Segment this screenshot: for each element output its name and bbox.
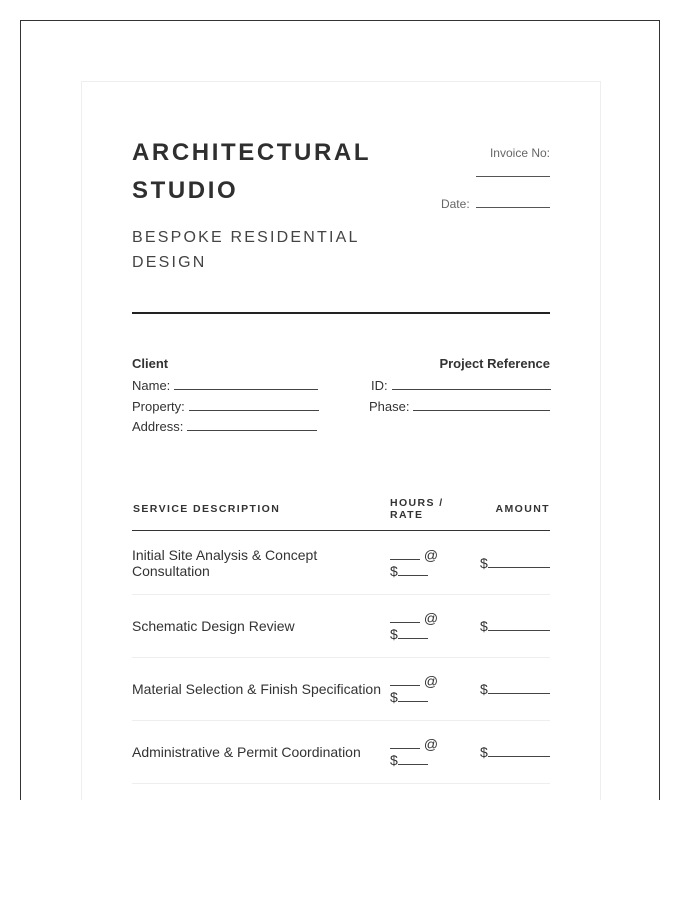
row-divider <box>132 594 550 595</box>
studio-title-line2: STUDIO <box>132 177 239 204</box>
service-description <box>132 744 392 760</box>
amount-field[interactable] <box>480 618 550 634</box>
amount-blank[interactable] <box>488 555 550 568</box>
service-description <box>132 618 392 634</box>
rate-blank[interactable] <box>398 752 428 765</box>
column-header-description: SERVICE DESCRIPTION <box>133 503 281 515</box>
rate-blank[interactable] <box>398 626 428 639</box>
studio-subtitle <box>132 225 392 275</box>
project-phase-blank[interactable] <box>413 398 550 411</box>
currency-symbol: $ <box>480 744 488 760</box>
invoice-number-field[interactable] <box>476 176 550 177</box>
client-property-label: Property: <box>132 399 185 414</box>
currency-symbol: $ <box>390 752 398 768</box>
project-reference-heading: Project Reference <box>439 356 550 371</box>
hours-rate-field[interactable] <box>390 736 450 768</box>
amount-blank[interactable] <box>488 681 550 694</box>
header-divider <box>132 312 550 314</box>
project-id-label: ID: <box>371 378 388 393</box>
at-symbol: @ <box>423 547 439 563</box>
client-name-label: Name: <box>132 378 171 393</box>
hours-rate-field[interactable] <box>390 547 450 579</box>
hours-rate-field[interactable] <box>390 610 450 642</box>
service-description-line: Material Selection & Finish Specification <box>132 681 382 697</box>
project-id-field[interactable] <box>371 377 551 393</box>
column-header-hours-rate <box>390 497 444 521</box>
service-description-line: Administrative & Permit Coordination <box>132 744 361 760</box>
client-address-blank[interactable] <box>187 418 317 431</box>
studio-title <box>132 134 392 210</box>
hours-blank[interactable] <box>390 547 420 560</box>
currency-symbol: $ <box>480 618 488 634</box>
client-property-blank[interactable] <box>189 398 319 411</box>
client-address-field[interactable] <box>132 418 317 434</box>
studio-title-line1: ARCHITECTURAL <box>132 139 372 166</box>
date-field[interactable] <box>400 196 550 211</box>
column-header-amount: AMOUNT <box>495 503 550 515</box>
project-phase-label: Phase: <box>369 399 410 414</box>
currency-symbol: $ <box>390 563 398 579</box>
currency-symbol: $ <box>480 681 488 697</box>
amount-field[interactable] <box>480 555 550 571</box>
hours-blank[interactable] <box>390 610 420 623</box>
studio-subtitle-line2: DESIGN <box>132 254 207 271</box>
service-description-line: Consultation <box>132 563 210 579</box>
rate-blank[interactable] <box>398 689 428 702</box>
hours-blank[interactable] <box>390 673 420 686</box>
amount-blank[interactable] <box>488 744 550 757</box>
client-address-label: Address: <box>132 419 184 434</box>
project-phase-field[interactable] <box>369 398 550 414</box>
row-divider <box>132 720 550 721</box>
at-symbol: @ <box>423 736 439 752</box>
column-header-rate: RATE <box>390 509 424 521</box>
invoice-number-label: Invoice No: <box>489 146 550 160</box>
studio-subtitle-line1: BESPOKE RESIDENTIAL <box>132 229 360 246</box>
project-id-blank[interactable] <box>392 377 551 390</box>
rate-blank[interactable] <box>398 563 428 576</box>
amount-field[interactable] <box>480 681 550 697</box>
date-label: Date: <box>440 197 470 211</box>
client-heading: Client <box>132 356 169 371</box>
at-symbol: @ <box>423 610 439 626</box>
service-description-line: Schematic Design Review <box>132 618 295 634</box>
hours-rate-field[interactable] <box>390 673 450 705</box>
client-name-field[interactable] <box>132 377 318 393</box>
column-header-hours: HOURS / <box>390 497 444 509</box>
service-description <box>132 681 392 697</box>
currency-symbol: $ <box>480 555 488 571</box>
at-symbol: @ <box>423 673 439 689</box>
service-description <box>132 547 392 579</box>
client-property-field[interactable] <box>132 398 319 414</box>
date-blank[interactable] <box>476 196 550 208</box>
hours-blank[interactable] <box>390 736 420 749</box>
amount-blank[interactable] <box>488 618 550 631</box>
service-description-line: Initial Site Analysis & Concept <box>132 547 318 563</box>
amount-field[interactable] <box>480 744 550 760</box>
table-header-divider <box>132 530 550 531</box>
row-divider <box>132 657 550 658</box>
currency-symbol: $ <box>390 626 398 642</box>
row-divider <box>132 783 550 784</box>
client-name-blank[interactable] <box>174 377 318 390</box>
currency-symbol: $ <box>390 689 398 705</box>
